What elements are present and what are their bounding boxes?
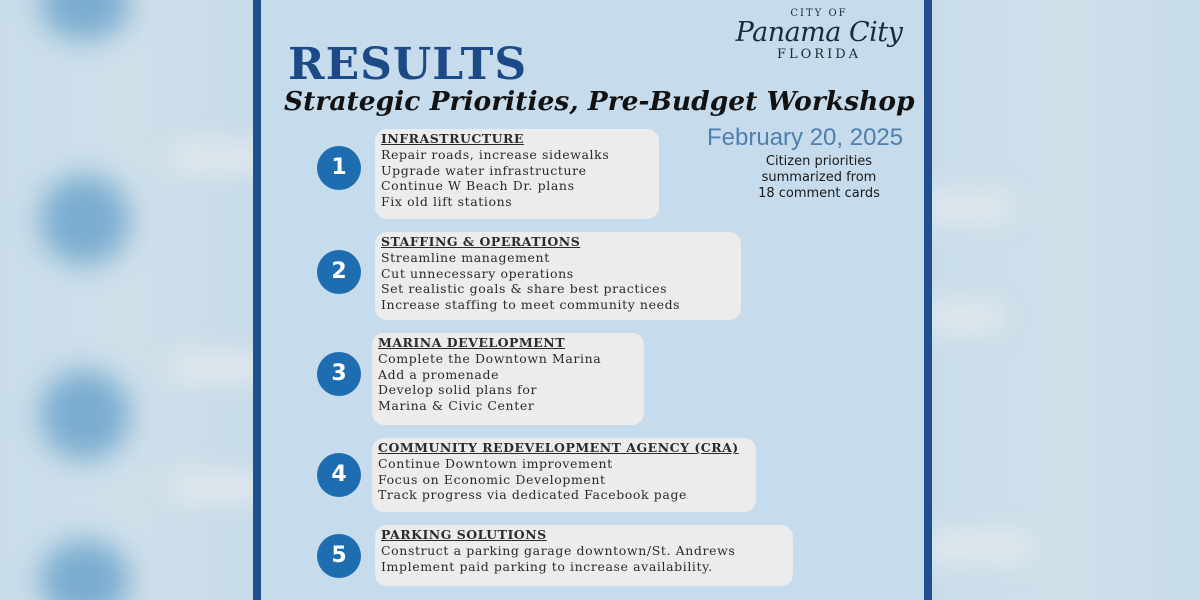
priority-number-badge: 5	[317, 534, 361, 578]
logo-city-of: CITY OF	[790, 8, 848, 19]
priority-item: Track progress via dedicated Facebook page	[378, 487, 688, 503]
priority-item: Construct a parking garage downtown/St. Andrews	[381, 543, 736, 558]
blurred-background-right	[932, 0, 1200, 600]
priority-item: Add a promenade	[378, 366, 500, 382]
page-title: RESULTS	[288, 39, 528, 90]
priority-number-badge: 4	[317, 453, 361, 497]
priority-number-badge: 2	[317, 250, 361, 294]
priority-item: Implement paid parking to increase availability.	[381, 558, 713, 574]
summary-line: 18 comment cards	[758, 186, 880, 201]
priority-item: Set realistic goals & share best practices	[381, 281, 668, 297]
logo-city-name: Panama City	[735, 17, 903, 48]
panama-city-logo	[729, 8, 909, 62]
workshop-date: February 20, 2025	[707, 124, 904, 151]
priority-card-cra	[372, 438, 756, 512]
summary-line: Citizen priorities	[765, 154, 873, 169]
page-subtitle: Strategic Priorities, Pre-Budget Workshop	[284, 86, 915, 117]
priority-item: Repair roads, increase sidewalks	[381, 147, 610, 162]
priority-item: Focus on Economic Development	[378, 471, 606, 487]
priority-item: Continue Downtown improvement	[378, 456, 613, 471]
priority-item: Cut unnecessary operations	[381, 265, 574, 281]
priority-number-badge: 1	[317, 146, 361, 190]
priority-card-parking	[375, 525, 793, 586]
priorities-poster	[253, 0, 932, 600]
priority-heading: COMMUNITY REDEVELOPMENT AGENCY (CRA)	[378, 440, 739, 455]
priority-item: Upgrade water infrastructure	[381, 162, 587, 178]
priority-item: Fix old lift stations	[381, 193, 513, 209]
blurred-background-left	[0, 0, 253, 600]
priority-number-badge: 3	[317, 352, 361, 396]
summary-note	[729, 154, 909, 202]
logo-state: FLORIDA	[776, 47, 862, 62]
summary-line: summarized from	[761, 170, 877, 185]
priority-card-staffing	[375, 232, 741, 320]
priority-heading: MARINA DEVELOPMENT	[378, 335, 566, 350]
priority-item: Continue W Beach Dr. plans	[381, 178, 575, 194]
priority-heading: STAFFING & OPERATIONS	[381, 234, 581, 249]
priority-card-marina	[372, 333, 644, 425]
priority-item: Streamline management	[381, 250, 550, 265]
priority-item: Marina & Civic Center	[378, 397, 535, 413]
priority-card-infrastructure	[375, 129, 659, 219]
priority-item: Develop solid plans for	[378, 382, 538, 398]
priority-item: Complete the Downtown Marina	[378, 351, 602, 366]
priority-heading: PARKING SOLUTIONS	[381, 527, 547, 542]
priority-item: Increase staffing to meet community needs	[381, 296, 681, 312]
priority-heading: INFRASTRUCTURE	[381, 131, 524, 146]
